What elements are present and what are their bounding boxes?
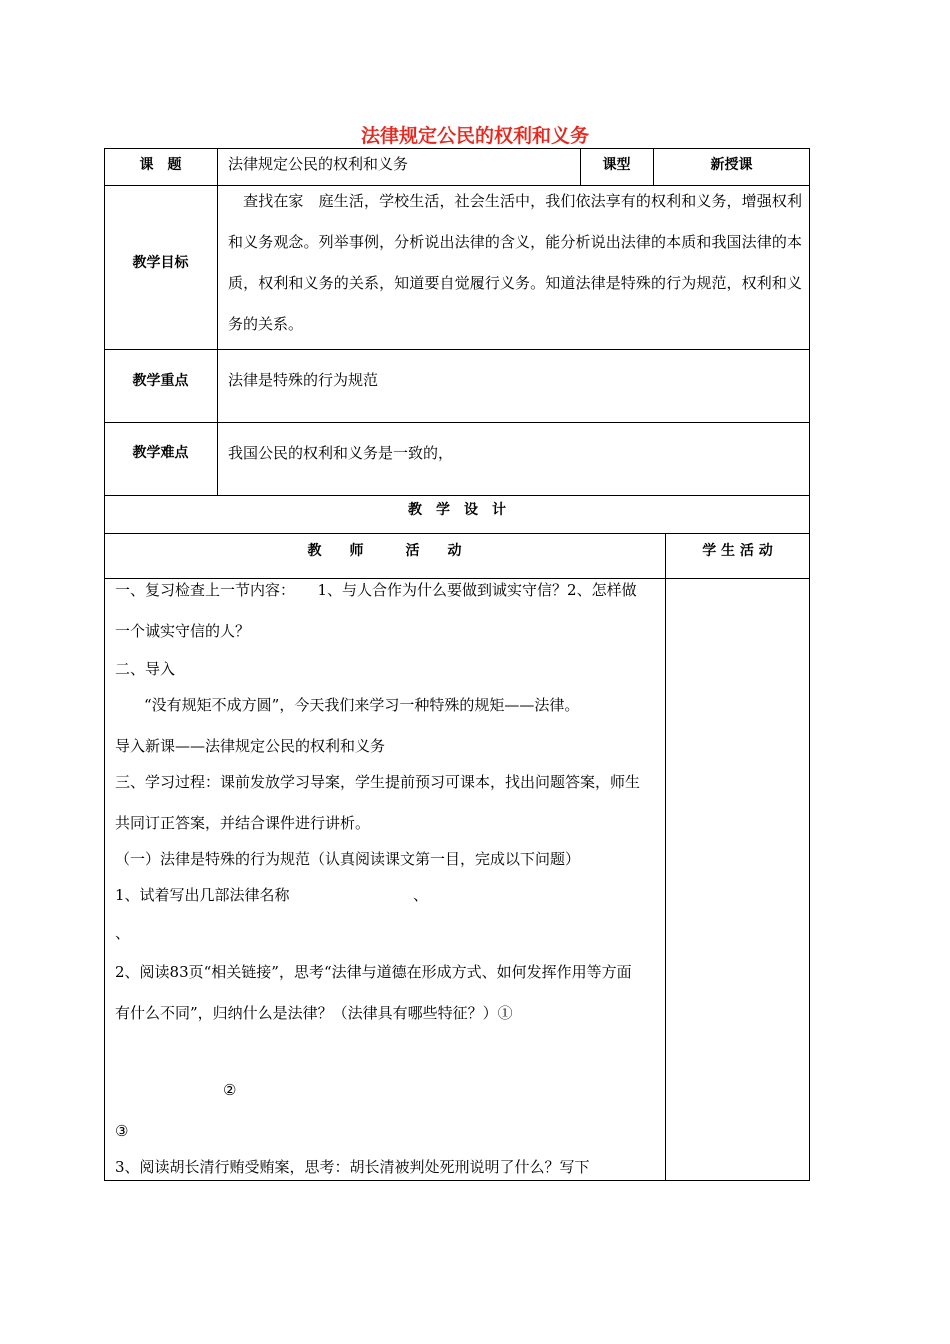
intro-quote: “没有规矩不成方圆”，今天我们来学习一种特殊的规矩——法律。 [144,696,580,714]
row-divider [104,495,810,496]
question-two: 2、阅读83页“相关链接”，思考“法律与道德在形成方式、如何发挥作用等方面有什么不同”，归纳什么是法律？（法律具有哪些特征？）① [115,963,632,1022]
row-divider [104,422,810,423]
process-paragraph: 三、学习过程：课前发放学习导案，学生提前预习可课本，找出问题答案，师生共同订正答案，并结合课件进行讲析。 [115,773,641,832]
section-one-heading: （一）法律是特殊的行为规范（认真阅读课文第一目，完成以下问题） [115,850,581,868]
answer-mark-two: ② [223,1081,237,1099]
design-header: 教 学 设 计 [408,502,506,518]
student-activity-header: 学 生 活 动 [702,543,773,559]
type-label: 课型 [602,157,631,173]
header-label: 课 题 [139,157,182,173]
teacher-activity-header: 教 师 活 动 [307,543,462,559]
row-divider [104,349,810,350]
review-paragraph: 一、复习检查上一节内容： 1、与人合作为什么要做到诚实守信？2、怎样做一个诚实守信的人？ [115,581,637,640]
question-one-separator: 、 [413,886,429,904]
key-point-text: 法律是特殊的行为规范 [228,371,379,389]
question-one: 1、试着写出几部法律名称 [115,886,290,904]
column-divider [217,148,218,495]
type-value: 新授课 [710,157,753,173]
difficulty-label: 教学难点 [132,445,189,461]
difficulty-text: 我国公民的权利和义务是一致的， [228,444,454,462]
answer-mark-three: ③ [115,1122,129,1140]
key-point-label: 教学重点 [132,373,189,389]
objectives-text: 查找在家 庭生活，学校生活，社会生活中，我们依法享有的权利和义务，增强权利和义务观念。列举事例，分析说出法律的含义，能分析说出法律的本质和我国法律的本质，权利和义务的关系，知道要自觉履行义务。知道法律是特殊的行为规范，权利和义务的关系。 [228,192,802,333]
header-value: 法律规定公民的权利和义务 [228,155,409,173]
row-divider [104,533,810,534]
intro-title: 二、导入 [115,660,176,678]
question-one-separator: 、 [115,924,131,942]
column-divider [665,533,666,1181]
intro-new-lesson: 导入新课——法律规定公民的权利和义务 [115,737,386,755]
question-three: 3、阅读胡长清行贿受贿案，思考：胡长清被判处死刑说明了什么？写下 [115,1158,590,1176]
objectives-label: 教学目标 [132,255,189,271]
page-title: 法律规定公民的权利和义务 [360,125,589,147]
